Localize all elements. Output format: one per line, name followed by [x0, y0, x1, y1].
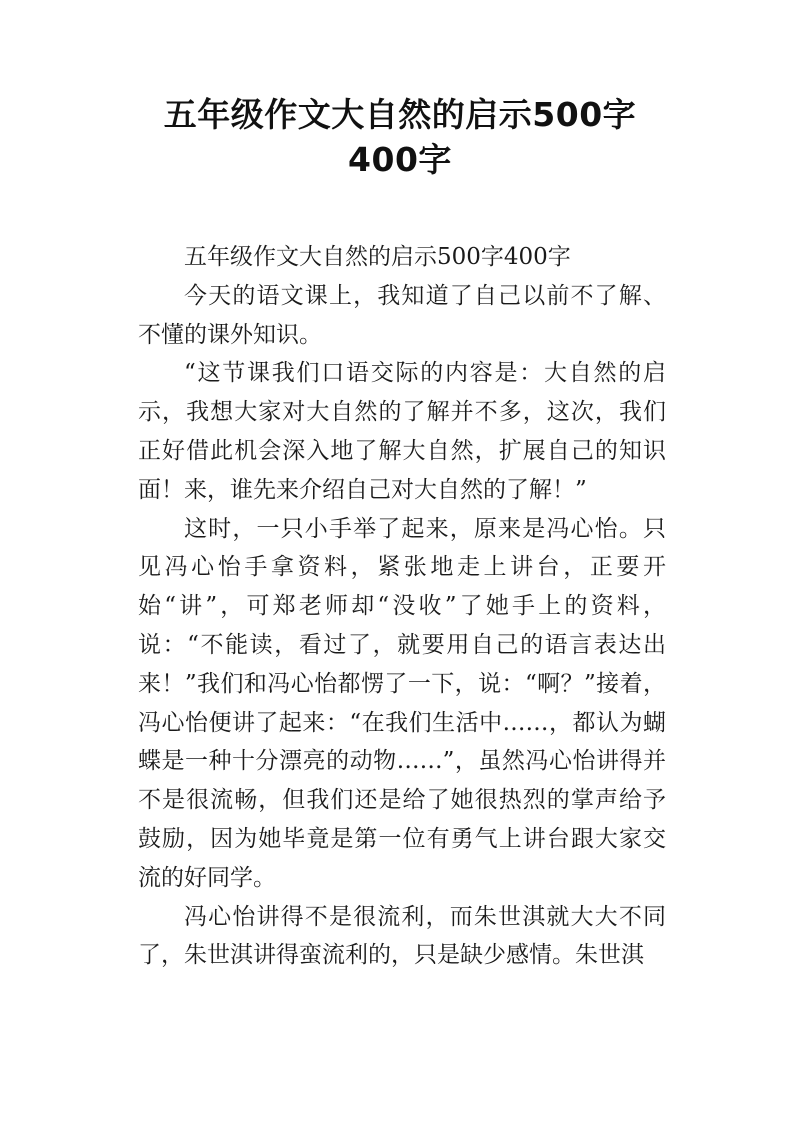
paragraph: 这时，一只小手举了起来，原来是冯心怡。只见冯心怡手拿资料，紧张地走上讲台，正要开始“讲”，可郑老师却“没收”了她手上的资料，说：“不能读，看过了，就要用自己的语言表达出来！”我们和冯心怡都愣了一下，说：“啊？”接着，冯心怡便讲了起来：“在我们生活中……，都认为蝴蝶是一种十分漂亮的动物……”，虽然冯心怡讲得并不是很流畅，但我们还是给了她很热烈的掌声给予鼓励，因为她毕竟是第一位有勇气上讲台跟大家交流的好同学。: [138, 515, 666, 891]
paragraph: 冯心怡讲得不是很流利，而朱世淇就大大不同了，朱世淇讲得蛮流利的，只是缺少感情。朱世淇: [138, 903, 666, 969]
paragraph-subtitle: 五年级作文大自然的启示500字400字: [184, 244, 571, 270]
document-title: 五年级作文大自然的启示500字400字: [163, 95, 637, 179]
paragraph: 今天的语文课上，我知道了自己以前不了解、不懂的课外知识。: [138, 282, 666, 348]
paragraph: “这节课我们口语交际的内容是：大自然的启示，我想大家对大自然的了解并不多，这次，我们正好借此机会深入地了解大自然，扩展自己的知识面！来，谁先来介绍自己对大自然的了解！”: [138, 360, 666, 503]
document-body: [138, 238, 666, 975]
